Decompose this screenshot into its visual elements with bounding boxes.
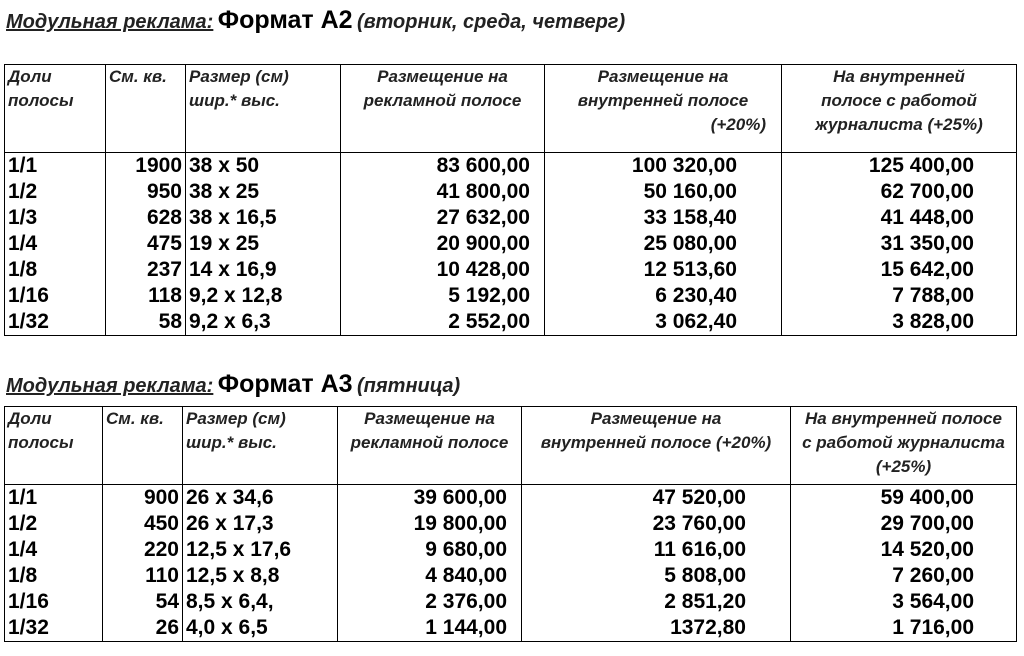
table-row	[5, 283, 1017, 309]
cell-journ: 41 448,00	[782, 205, 1017, 231]
a2-heading-label: Модульная реклама:	[6, 11, 214, 33]
cell-sq: 950	[106, 179, 186, 205]
cell-share: 1/2	[5, 179, 106, 205]
cell-sq: 450	[103, 511, 183, 537]
col-journ-header: На внутренней полосе с работой журналиста (+25%)	[782, 65, 1017, 153]
cell-journ: 62 700,00	[782, 179, 1017, 205]
cell-journ: 31 350,00	[782, 231, 1017, 257]
table-row	[5, 257, 1017, 283]
cell-share: 1/3	[5, 205, 106, 231]
cell-size: 8,5 x 6,4,	[183, 589, 338, 615]
cell-inner: 33 158,40	[545, 205, 782, 231]
cell-inner: 6 230,40	[545, 283, 782, 309]
a3-heading-label: Модульная реклама:	[6, 375, 214, 397]
cell-size: 12,5 x 8,8	[183, 563, 338, 589]
cell-size: 12,5 x 17,6	[183, 537, 338, 563]
cell-ad: 20 900,00	[341, 231, 545, 257]
cell-ad: 5 192,00	[341, 283, 545, 309]
a2-heading-days: (вторник, среда, четверг)	[357, 11, 626, 33]
col-size-header: Размер (см) шир.* выс.	[186, 65, 341, 153]
cell-ad: 39 600,00	[338, 485, 522, 512]
col-ad-header: Размещение на рекламной полосе	[338, 407, 522, 485]
cell-share: 1/16	[5, 283, 106, 309]
a2-heading-format: Формат А2	[217, 6, 353, 34]
cell-share: 1/4	[5, 231, 106, 257]
cell-ad: 2 376,00	[338, 589, 522, 615]
cell-size: 4,0 x 6,5	[183, 615, 338, 642]
table-row	[5, 589, 1017, 615]
cell-size: 9,2 x 6,3	[186, 309, 341, 336]
cell-share: 1/1	[5, 485, 103, 512]
cell-sq: 118	[106, 283, 186, 309]
cell-inner: 3 062,40	[545, 309, 782, 336]
cell-ad: 27 632,00	[341, 205, 545, 231]
cell-size: 38 x 25	[186, 179, 341, 205]
col-inner-header: Размещение на внутренней полосе (+20%)	[545, 65, 782, 153]
cell-ad: 83 600,00	[341, 153, 545, 180]
cell-journ: 15 642,00	[782, 257, 1017, 283]
cell-journ: 14 520,00	[791, 537, 1017, 563]
cell-ad: 1 144,00	[338, 615, 522, 642]
cell-size: 38 x 50	[186, 153, 341, 180]
cell-inner: 25 080,00	[545, 231, 782, 257]
a2-heading	[6, 6, 625, 35]
cell-size: 19 x 25	[186, 231, 341, 257]
cell-share: 1/2	[5, 511, 103, 537]
col-journ-header: На внутренней полосе с работой журналиста (+25%)	[791, 407, 1017, 485]
cell-sq: 54	[103, 589, 183, 615]
cell-sq: 628	[106, 205, 186, 231]
table-row	[5, 309, 1017, 336]
cell-sq: 475	[106, 231, 186, 257]
cell-sq: 1900	[106, 153, 186, 180]
cell-sq: 26	[103, 615, 183, 642]
cell-journ: 29 700,00	[791, 511, 1017, 537]
cell-ad: 19 800,00	[338, 511, 522, 537]
cell-size: 26 x 34,6	[183, 485, 338, 512]
cell-sq: 110	[103, 563, 183, 589]
cell-journ: 7 260,00	[791, 563, 1017, 589]
table-row	[5, 485, 1017, 512]
cell-journ: 1 716,00	[791, 615, 1017, 642]
table-row	[5, 153, 1017, 180]
cell-share: 1/8	[5, 257, 106, 283]
col-sq-header: См. кв.	[103, 407, 183, 485]
cell-sq: 237	[106, 257, 186, 283]
table-row	[5, 615, 1017, 642]
col-size-header: Размер (см) шир.* выс.	[183, 407, 338, 485]
cell-share: 1/1	[5, 153, 106, 180]
col-ad-header: Размещение на рекламной полосе	[341, 65, 545, 153]
cell-inner: 47 520,00	[522, 485, 791, 512]
cell-share: 1/8	[5, 563, 103, 589]
cell-journ: 3 564,00	[791, 589, 1017, 615]
table-row	[5, 205, 1017, 231]
table-row	[5, 231, 1017, 257]
cell-inner: 1372,80	[522, 615, 791, 642]
a3-heading-days: (пятница)	[357, 375, 461, 397]
a2-price-table	[4, 64, 1017, 336]
col-inner-header: Размещение на внутренней полосе (+20%)	[522, 407, 791, 485]
table-row	[5, 179, 1017, 205]
cell-inner: 12 513,60	[545, 257, 782, 283]
cell-journ: 7 788,00	[782, 283, 1017, 309]
cell-sq: 900	[103, 485, 183, 512]
cell-ad: 2 552,00	[341, 309, 545, 336]
cell-share: 1/32	[5, 309, 106, 336]
cell-journ: 59 400,00	[791, 485, 1017, 512]
cell-inner: 23 760,00	[522, 511, 791, 537]
a3-heading	[6, 370, 460, 399]
cell-sq: 58	[106, 309, 186, 336]
cell-size: 38 x 16,5	[186, 205, 341, 231]
a3-heading-format: Формат А3	[217, 370, 353, 398]
cell-share: 1/32	[5, 615, 103, 642]
cell-ad: 41 800,00	[341, 179, 545, 205]
col-share-header: Доли полосы	[5, 407, 103, 485]
cell-share: 1/16	[5, 589, 103, 615]
cell-inner: 11 616,00	[522, 537, 791, 563]
cell-inner: 100 320,00	[545, 153, 782, 180]
cell-ad: 10 428,00	[341, 257, 545, 283]
cell-share: 1/4	[5, 537, 103, 563]
cell-size: 14 x 16,9	[186, 257, 341, 283]
cell-size: 9,2 x 12,8	[186, 283, 341, 309]
table-row	[5, 537, 1017, 563]
cell-ad: 4 840,00	[338, 563, 522, 589]
a3-price-table	[4, 406, 1017, 642]
cell-sq: 220	[103, 537, 183, 563]
cell-ad: 9 680,00	[338, 537, 522, 563]
cell-journ: 3 828,00	[782, 309, 1017, 336]
col-sq-header: См. кв.	[106, 65, 186, 153]
cell-inner: 50 160,00	[545, 179, 782, 205]
cell-journ: 125 400,00	[782, 153, 1017, 180]
table-row	[5, 511, 1017, 537]
cell-size: 26 x 17,3	[183, 511, 338, 537]
cell-inner: 2 851,20	[522, 589, 791, 615]
cell-inner: 5 808,00	[522, 563, 791, 589]
col-share-header: Доли полосы	[5, 65, 106, 153]
table-row	[5, 563, 1017, 589]
